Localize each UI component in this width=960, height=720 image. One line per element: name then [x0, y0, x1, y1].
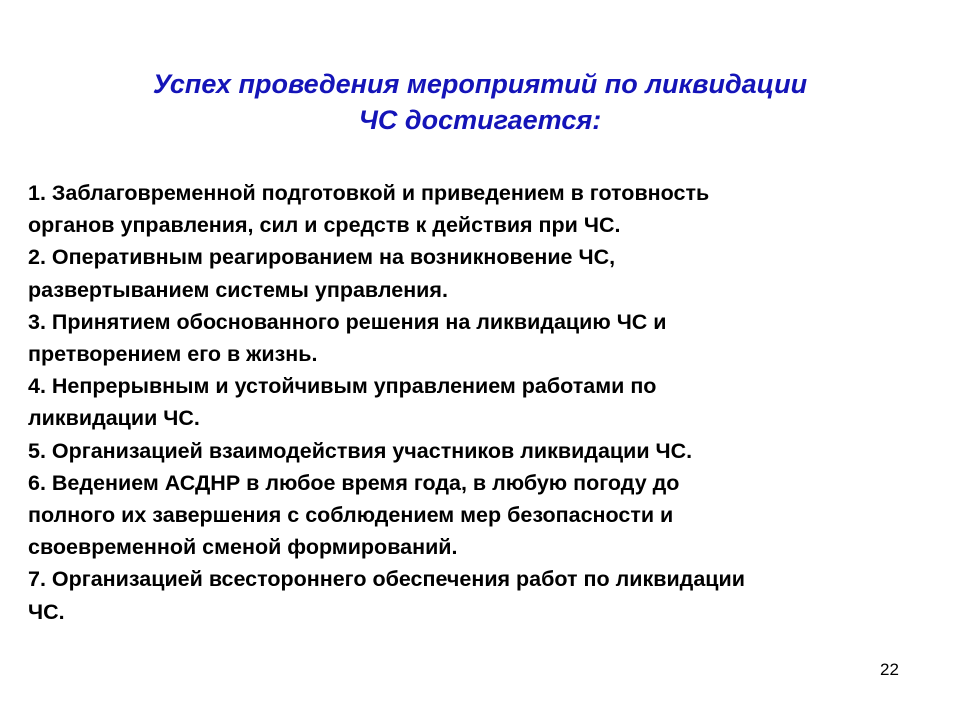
list-item-1 — [28, 177, 938, 241]
list-item-4 — [28, 370, 938, 434]
list-item-line: своевременной сменой формирований. — [28, 535, 458, 560]
list-item-3 — [28, 306, 938, 370]
list-item-line: органов управления, сил и средств к действия при ЧС. — [28, 213, 621, 238]
list-item-7 — [28, 563, 938, 627]
list-item-line: 7. Организацией всестороннего обеспечения работ по ликвидации — [28, 567, 745, 592]
list-item-line: ЧС. — [28, 599, 65, 624]
list-item-line: претворением его в жизнь. — [28, 342, 318, 367]
list-item-line: 1. Заблаговременной подготовкой и приведением в готовность — [28, 181, 710, 205]
list-item-line: 5. Организацией взаимодействия участников ликвидации ЧС. — [28, 438, 693, 463]
list-item-line: 6. Ведением АСДНР в любое время года, в любую погоду до — [28, 470, 680, 495]
slide-title-line-1: Успех проведения мероприятий по ликвидации — [152, 69, 808, 99]
list-item-line: ликвидации ЧС. — [28, 406, 200, 431]
list-item-line: 4. Непрерывным и устойчивым управлением работами по — [28, 374, 657, 399]
list-item-6 — [28, 467, 938, 564]
slide-title — [60, 66, 900, 138]
list-item-2 — [28, 241, 938, 305]
list-item-line: развертыванием системы управления. — [28, 277, 448, 302]
list-item-line: 3. Принятием обоснованного решения на ликвидацию ЧС и — [28, 309, 667, 334]
list-item-line: полного их завершения с соблюдением мер безопасности и — [28, 503, 674, 528]
slide-title-line-2: ЧС достигается: — [358, 105, 602, 135]
slide-body-list — [28, 177, 938, 628]
list-item-line: 2. Оперативным реагированием на возникновение ЧС, — [28, 245, 616, 270]
list-item-5 — [28, 435, 938, 467]
page-number: 22 — [880, 660, 899, 679]
